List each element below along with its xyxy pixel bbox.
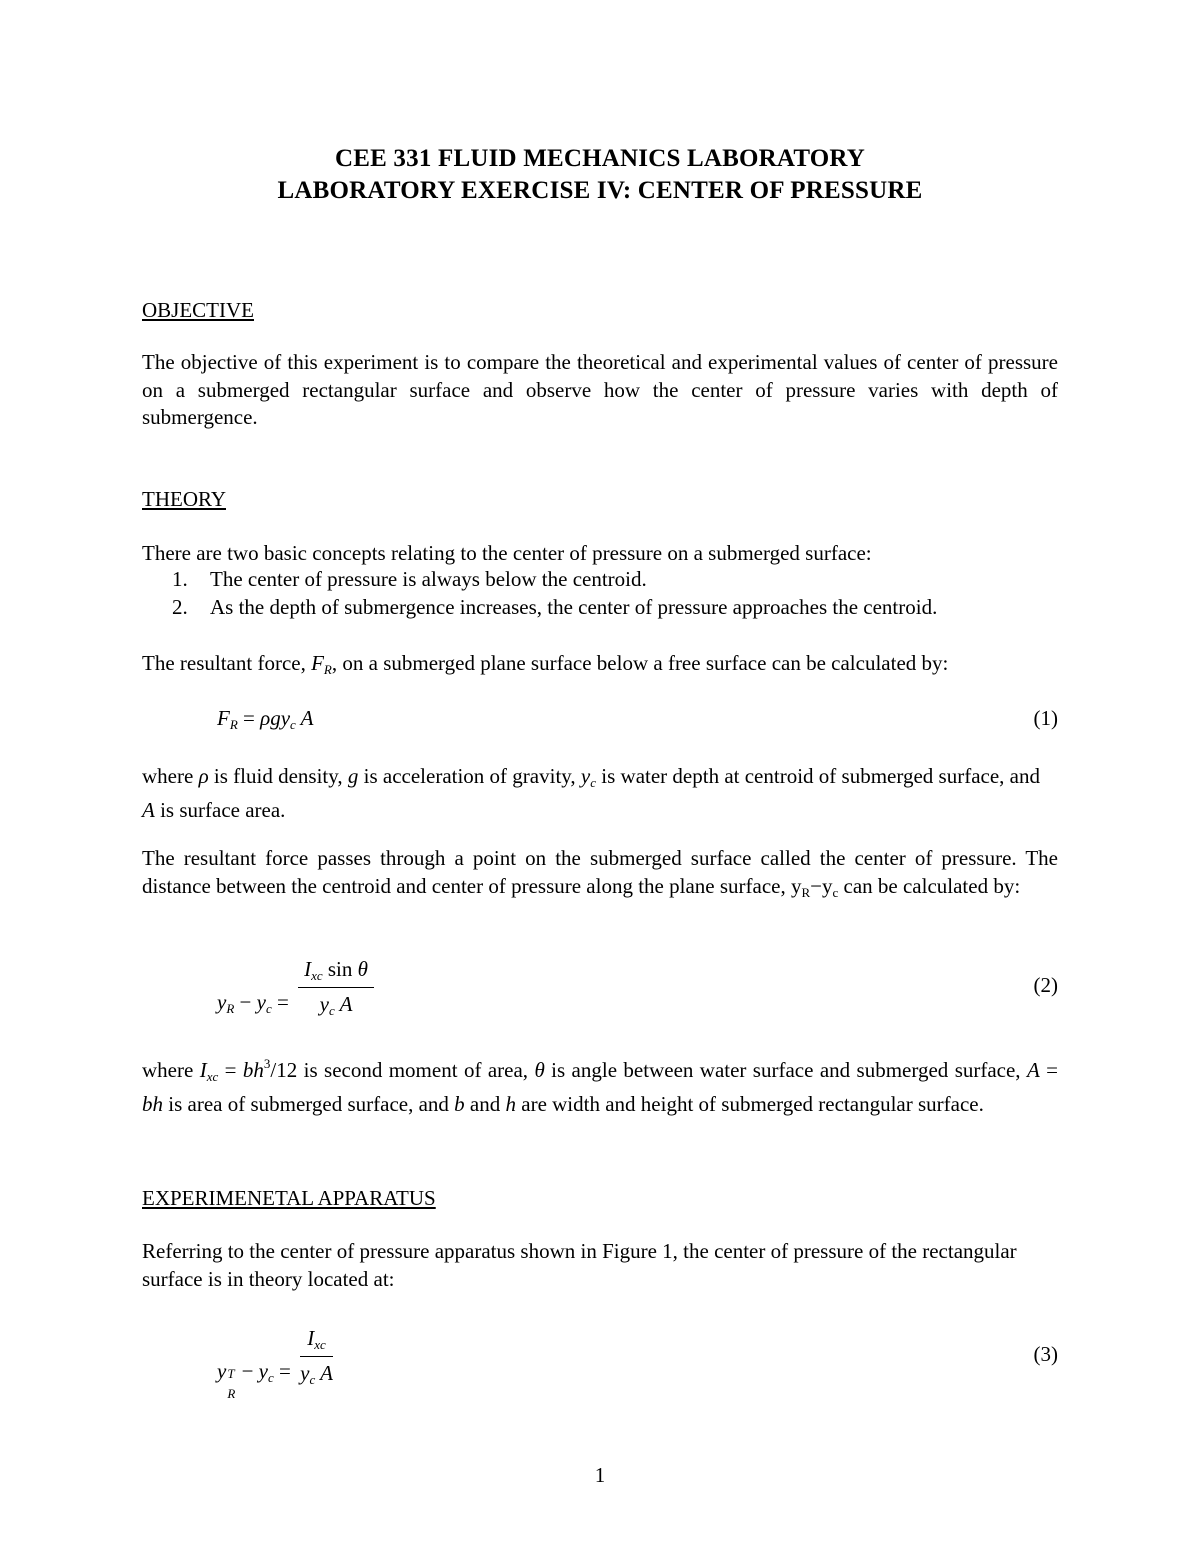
text-run: The resultant force passes through a point on the submerged surface called the center of pressure. The distance between the centroid and center of pressure along the plane surface, [142,846,1058,898]
apparatus-text: Referring to the center of pressure apparatus shown in Figure 1, the center of pressure of the rectangular surface is in theory located at: [142,1239,1017,1291]
list-text: As the depth of submergence increases, the center of pressure approaches the centroid. [210,595,938,619]
equation-3: y T R − $y_c$ = $\frac{I_{xc}}{y_c A}$ [217,1326,333,1401]
center-of-pressure-paragraph: The resultant force passes through a point on the submerged surface called the center of pressure. The distance between the centroid and center of pressure along the plane surface, $y_R-y_c$ can be calculated by: [142,846,1058,900]
text-run: is water depth at centroid of submerged surface, and [596,764,1040,788]
list-number: 2. [172,595,188,619]
text-run: is area of submerged surface, and [163,1091,455,1116]
list-number: 1. [172,567,188,591]
text-run: are width and height of submerged rectangular surface. [516,1091,984,1116]
objective-heading: OBJECTIVE [142,298,254,322]
where-paragraph-1: where ρ is fluid density, g is acceleration of gravity, $y_c$ is water depth at centroid of submerged surface, and A is surface area. [142,764,1040,822]
theory-heading: THEORY [142,487,226,511]
theory-list-item [172,595,937,620]
document-title-line-2: LABORATORY EXERCISE IV: CENTER OF PRESSURE [277,177,923,204]
text-run: , on a submerged plane surface below a free surface can be calculated by: [331,651,949,675]
list-text: The center of pressure is always below the centroid. [210,567,647,591]
text-run: /12 is second moment of area, [270,1058,535,1082]
text-run: where [142,1058,200,1082]
text-run: can be calculated by: [838,873,1021,898]
equation-2: $y_R - y_c$ = $\frac{I_{xc} \sin \theta}{y_c A}$ [217,955,378,1017]
apparatus-heading: EXPERIMENETAL APPARATUS [142,1186,436,1210]
document-title-line-1: CEE 331 FLUID MECHANICS LABORATORY [334,145,866,172]
equation-2-number: (2) [1033,973,1058,997]
text-run: is acceleration of gravity, [358,764,581,788]
text-run: is fluid density, [208,764,348,788]
page-number: 1 [594,1463,606,1487]
objective-text: The objective of this experiment is to compare the theoretical and experimental values of center of pressure on a submerged rectangular surface and observe how the center of pressure varies with depth of submergence. [142,350,1058,429]
text-run: The resultant force, [142,651,312,675]
text-run: where [142,764,199,788]
where-paragraph-2: where $I_{xc} = bh^3/12$ is second moment of area, θ is angle between water surface and submerged surface, A = bh is area of submerged surface, and b and h are width and height of submerged rectangular surface. [142,1056,1059,1116]
text-run: is angle between water surface and submerged surface, [544,1058,1027,1082]
equation-1-number: (1) [1033,706,1058,730]
equation-3-number: (3) [1033,1342,1058,1366]
theory-intro: There are two basic concepts relating to the center of pressure on a submerged surface: [142,541,872,565]
resultant-force-intro: The resultant force, $F_R$, on a submerged plane surface below a free surface can be calculated by: [142,651,949,677]
text-run: and [464,1091,506,1116]
theory-list-item [172,567,647,592]
text-run: is surface area. [154,797,286,822]
equation-1: $F_R = \rho gy_c$ A [217,706,314,732]
